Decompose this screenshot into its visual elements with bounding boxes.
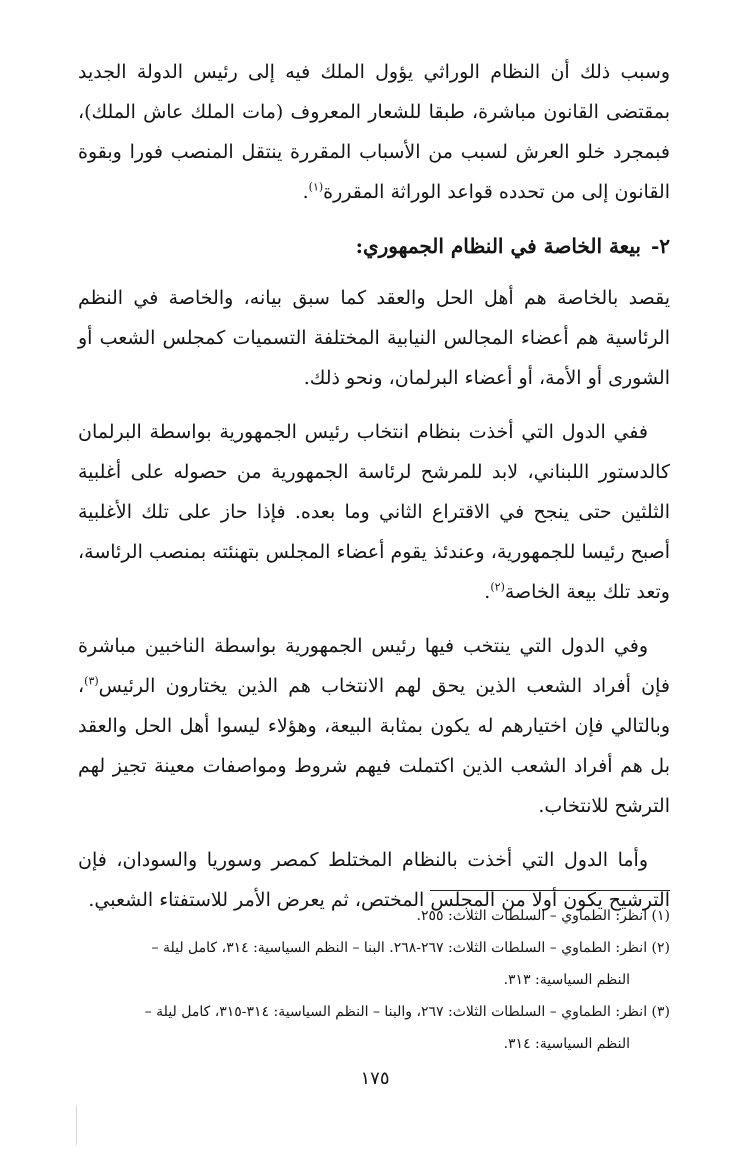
paragraph-3: ففي الدول التي أخذت بنظام انتخاب رئيس الجمهورية بواسطة البرلمان كالدستور اللبناني، لابد للمرشح لرئاسة الجمهورية من حصوله على أغلبية الثلثين حتى ينجح في الاقتراع الثاني وما بعده. فإذا حاز على تلك الأغلبية أصبح رئيسا للجمهورية، وعندئذ يقوم أعضاء المجلس بتهنئته بمنصب الرئاسة، وتعد تلك بيعة الخاصة$^{(٢)}$.: [78, 421, 670, 603]
margin-line: [76, 1105, 78, 1145]
footnote-2-line-1: (٢) انظر: الطماوي – السلطات الثلاث: ٢٦٧-٢٦٨. البنا – النظم السياسية: ٣١٤، كامل ليلة –: [151, 940, 670, 956]
paragraph-3-text: ففي الدول التي أخذت بنظام انتخاب رئيس الجمهورية بواسطة البرلمان كالدستور اللبناني، لابد للمرشح لرئاسة الجمهورية من حصوله على أغلبية الثلثين حتى ينجح في الاقتراع الثاني وما بعده. فإذا حاز على تلك الأغلبية أصبح رئيسا للجمهورية، وعندئذ يقوم أعضاء المجلس بتهنئته بمنصب الرئاسة، وتعد تلك بيعة الخاصة: [78, 421, 670, 603]
footnote-3: [78, 996, 670, 1060]
paragraph-4: [78, 626, 670, 826]
paragraph-1-text: وسبب ذلك أن النظام الوراثي يؤول الملك فيه إلى رئيس الدولة الجديد بمقتضى القانون مباشرة، طبقا للشعار المعروف (مات الملك عاش الملك)، فبمجرد خلو العرش لسبب من الأسباب المقررة ينتقل المنصب فورا وبقوة القانون إلى من تحدده قواعد الوراثة المقررة: [78, 61, 670, 203]
footnote-3-line-2: النظم السياسية: ٣١٤.: [503, 1036, 630, 1052]
footnote-ref-2: (٢): [490, 580, 505, 594]
section-heading: [78, 226, 670, 266]
paragraph-4-text-a: وفي الدول التي ينتخب فيها رئيس الجمهورية بواسطة الناخبين مباشرة فإن أفراد الشعب الذين يحق لهم الانتخاب هم الذين يختارون الرئيس: [78, 635, 670, 697]
paragraph-2: [78, 278, 670, 398]
section-title: بيعة الخاصة في النظام الجمهوري:: [355, 234, 641, 258]
paragraph-2-text: يقصد بالخاصة هم أهل الحل والعقد كما سبق بيانه، والخاصة في النظم الرئاسية هم أعضاء المجالس النيابية المختلفة التسميات كمجلس الشعب أو الشورى أو الأمة، أو أعضاء البرلمان، ونحو ذلك.: [78, 287, 670, 389]
paragraph-4-text-b: ، وبالتالي فإن اختيارهم له يكون بمثابة البيعة، وهؤلاء ليسوا أهل الحل والعقد بل هم أفراد الشعب الذين اكتملت فيهم شروط ومواصفات معينة تجيز لهم الترشح للانتخاب.: [78, 675, 670, 817]
footnote-1-text: (١) انظر: الطماوي – السلطات الثلاث: ٢٥٥.: [416, 908, 670, 924]
main-text: [78, 52, 670, 920]
footnote-3-line-1: (٣) انظر: الطماوي – السلطات الثلاث: ٢٦٧، والبنا – النظم السياسية: ٣١٤-٣١٥، كامل ليلة –: [144, 1004, 670, 1020]
footnotes: [78, 900, 670, 1060]
paragraph-1: وسبب ذلك أن النظام الوراثي يؤول الملك فيه إلى رئيس الدولة الجديد بمقتضى القانون مباشرة، طبقا للشعار المعروف (مات الملك عاش الملك)، فبمجرد خلو العرش لسبب من الأسباب المقررة ينتقل المنصب فورا وبقوة القانون إلى من تحدده قواعد الوراثة المقررة$^{(١)}$.: [78, 61, 670, 203]
footnote-2-line-2: النظم السياسية: ٣١٣.: [503, 972, 630, 988]
footnote-separator: [430, 890, 670, 891]
section-number: ٢-: [650, 234, 670, 258]
footnote-ref-1: (١): [308, 180, 324, 194]
footnote-ref-3: (٣): [84, 674, 99, 688]
footnote-1: [78, 900, 670, 932]
footnote-2: [78, 932, 670, 996]
page-number: ١٧٥: [360, 1068, 390, 1089]
paragraph-5-text: وأما الدول التي أخذت بالنظام المختلط كمصر وسوريا والسودان، فإن الترشيح يكون أولا من المجلس المختص، ثم يعرض الأمر للاستفتاء الشعبي.: [78, 849, 670, 911]
